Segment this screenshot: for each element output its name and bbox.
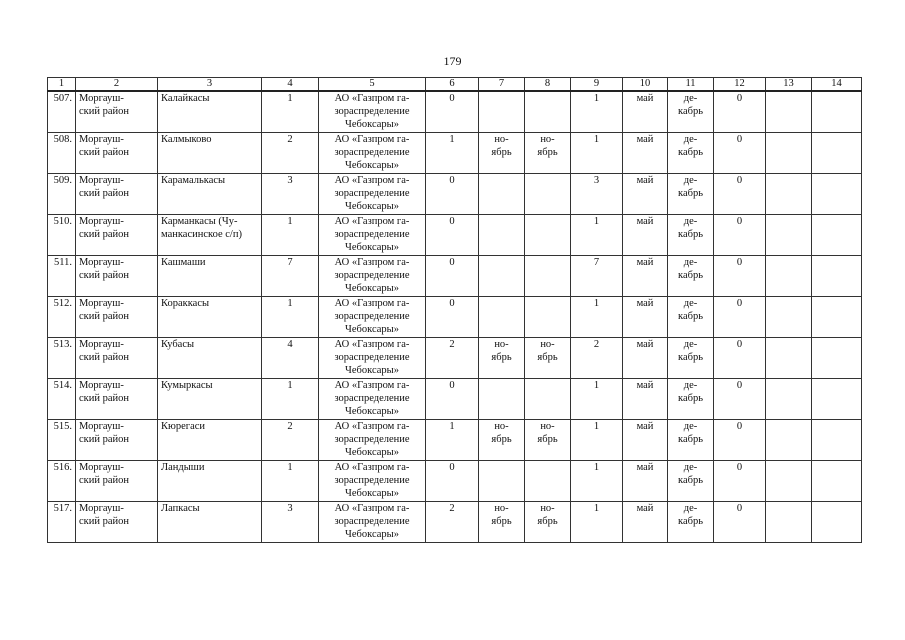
organization-cell-line: АО «Газпром га-	[334, 93, 410, 104]
row-number: 516.	[48, 460, 76, 501]
settlement-cell-line: Карманкасы (Чу-	[161, 215, 238, 227]
col4-cell: 7	[262, 255, 319, 296]
column-header-3: 3	[158, 78, 262, 92]
col9-cell: 1	[571, 378, 623, 419]
col6-cell: 0	[426, 296, 479, 337]
col8-cell	[525, 255, 571, 296]
col13-cell	[766, 214, 812, 255]
col12-cell: 0	[714, 91, 766, 132]
row-number: 517.	[48, 501, 76, 542]
organization-cell-line: Чебоксары»	[345, 364, 399, 376]
col9-cell: 3	[571, 173, 623, 214]
col11-cell	[668, 214, 714, 255]
col8-cell-line: ябрь	[537, 515, 558, 527]
row-number: 511.	[48, 255, 76, 296]
col13-cell	[766, 255, 812, 296]
col14-cell	[812, 255, 862, 296]
col11-cell-line: кабрь	[678, 187, 703, 199]
column-header-12: 12	[714, 78, 766, 92]
col10-cell: май	[623, 255, 668, 296]
col6-cell: 0	[426, 378, 479, 419]
col6-cell: 0	[426, 460, 479, 501]
organization-cell-line: Чебоксары»	[345, 446, 399, 458]
column-header-1: 1	[48, 78, 76, 92]
col12-cell: 0	[714, 378, 766, 419]
organization-cell-line: Чебоксары»	[345, 200, 399, 212]
col4-cell: 2	[262, 419, 319, 460]
col12-cell: 0	[714, 296, 766, 337]
col11-cell-line: де-	[683, 502, 698, 514]
district-cell-line: ский район	[79, 310, 130, 322]
col4-cell: 3	[262, 501, 319, 542]
district-cell-line: Моргауш-	[79, 297, 124, 309]
settlement-cell-line: Кашмаши	[161, 256, 206, 268]
col11-cell	[668, 501, 714, 542]
col8-cell	[525, 91, 571, 132]
col10-cell: май	[623, 378, 668, 419]
district-cell-line: ский район	[79, 228, 130, 240]
district-cell-line: ский район	[79, 187, 130, 199]
col6-cell: 1	[426, 419, 479, 460]
organization-cell-line: Чебоксары»	[345, 323, 399, 335]
district-cell-line: Моргауш-	[79, 174, 124, 186]
table-row	[48, 501, 862, 542]
col11-cell	[668, 337, 714, 378]
organization-cell	[319, 91, 426, 132]
col9-cell: 1	[571, 91, 623, 132]
col13-cell	[766, 501, 812, 542]
col11-cell	[668, 460, 714, 501]
data-table	[47, 77, 862, 543]
col8-cell-line: ябрь	[537, 433, 558, 445]
table-row	[48, 173, 862, 214]
district-cell-line: Моргауш-	[79, 215, 124, 227]
col11-cell-line: де-	[683, 461, 698, 473]
district-cell-line: ский район	[79, 146, 130, 158]
col11-cell	[668, 378, 714, 419]
col14-cell	[812, 173, 862, 214]
organization-cell-line: Чебоксары»	[345, 528, 399, 540]
col6-cell: 0	[426, 255, 479, 296]
col7-cell	[479, 214, 525, 255]
row-number: 509.	[48, 173, 76, 214]
col4-cell: 4	[262, 337, 319, 378]
col11-cell-line: де-	[683, 174, 698, 186]
col13-cell	[766, 378, 812, 419]
col13-cell	[766, 91, 812, 132]
col9-cell: 1	[571, 214, 623, 255]
col14-cell	[812, 419, 862, 460]
col11-cell-line: де-	[683, 93, 698, 104]
district-cell	[76, 419, 158, 460]
district-cell	[76, 378, 158, 419]
col8-cell-line: но-	[540, 420, 555, 432]
col7-cell	[479, 91, 525, 132]
col9-cell: 7	[571, 255, 623, 296]
col8-cell	[525, 214, 571, 255]
column-header-4: 4	[262, 78, 319, 92]
col11-cell-line: кабрь	[678, 474, 703, 486]
district-cell-line: Моргауш-	[79, 420, 124, 432]
col11-cell-line: де-	[683, 215, 698, 227]
district-cell	[76, 296, 158, 337]
settlement-cell	[158, 337, 262, 378]
col13-cell	[766, 132, 812, 173]
table-row	[48, 460, 862, 501]
settlement-cell-line: Калмыково	[161, 133, 212, 145]
col11-cell	[668, 91, 714, 132]
district-cell-line: Моргауш-	[79, 461, 124, 473]
col13-cell	[766, 419, 812, 460]
col12-cell: 0	[714, 132, 766, 173]
organization-cell-line: Чебоксары»	[345, 159, 399, 171]
row-number: 515.	[48, 419, 76, 460]
organization-cell	[319, 460, 426, 501]
row-number: 512.	[48, 296, 76, 337]
col8-cell	[525, 460, 571, 501]
organization-cell-line: зораспределение	[334, 146, 410, 158]
col8-cell	[525, 132, 571, 173]
organization-cell-line: зораспределение	[334, 433, 410, 445]
col8-cell-line: но-	[540, 338, 555, 350]
settlement-cell	[158, 255, 262, 296]
col7-cell	[479, 501, 525, 542]
col4-cell: 2	[262, 132, 319, 173]
col11-cell-line: кабрь	[678, 351, 703, 363]
col8-cell-line: ябрь	[537, 351, 558, 363]
district-cell-line: ский район	[79, 433, 130, 445]
district-cell	[76, 132, 158, 173]
district-cell-line: ский район	[79, 269, 130, 281]
organization-cell	[319, 255, 426, 296]
settlement-cell-line: Кумыркасы	[161, 379, 213, 391]
column-header-8: 8	[525, 78, 571, 92]
col7-cell-line: но-	[494, 420, 509, 432]
col11-cell-line: кабрь	[678, 310, 703, 322]
settlement-cell	[158, 91, 262, 132]
col10-cell: май	[623, 214, 668, 255]
col9-cell: 1	[571, 460, 623, 501]
col7-cell	[479, 296, 525, 337]
settlement-cell-line: Кораккасы	[161, 297, 210, 309]
row-number: 508.	[48, 132, 76, 173]
col8-cell-line: ябрь	[537, 146, 558, 158]
row-number: 513.	[48, 337, 76, 378]
organization-cell	[319, 296, 426, 337]
col12-cell: 0	[714, 337, 766, 378]
col11-cell	[668, 296, 714, 337]
organization-cell-line: АО «Газпром га-	[334, 174, 410, 186]
column-header-11: 11	[668, 78, 714, 92]
row-number: 507.	[48, 91, 76, 132]
organization-cell-line: Чебоксары»	[345, 282, 399, 294]
col14-cell	[812, 378, 862, 419]
organization-cell	[319, 419, 426, 460]
col12-cell: 0	[714, 255, 766, 296]
col7-cell	[479, 255, 525, 296]
organization-cell-line: Чебоксары»	[345, 487, 399, 499]
col10-cell: май	[623, 337, 668, 378]
district-cell-line: ский район	[79, 392, 130, 404]
organization-cell-line: зораспределение	[334, 310, 410, 322]
table-row	[48, 337, 862, 378]
organization-cell-line: АО «Газпром га-	[334, 379, 410, 391]
col7-cell-line: ябрь	[491, 146, 512, 158]
district-cell	[76, 501, 158, 542]
col9-cell: 1	[571, 419, 623, 460]
organization-cell	[319, 173, 426, 214]
organization-cell-line: зораспределение	[334, 106, 410, 117]
col8-cell-line: но-	[540, 133, 555, 145]
district-cell	[76, 173, 158, 214]
table-row	[48, 255, 862, 296]
organization-cell	[319, 214, 426, 255]
col6-cell: 2	[426, 337, 479, 378]
col11-cell	[668, 173, 714, 214]
district-cell	[76, 460, 158, 501]
table-row	[48, 91, 862, 132]
col12-cell: 0	[714, 419, 766, 460]
col11-cell	[668, 419, 714, 460]
col7-cell-line: ябрь	[491, 433, 512, 445]
column-header-13: 13	[766, 78, 812, 92]
col8-cell-line: но-	[540, 502, 555, 514]
col14-cell	[812, 337, 862, 378]
settlement-cell-line: Лапкасы	[161, 502, 200, 514]
col13-cell	[766, 173, 812, 214]
col10-cell: май	[623, 296, 668, 337]
table-row	[48, 132, 862, 173]
organization-cell	[319, 378, 426, 419]
col11-cell-line: де-	[683, 297, 698, 309]
page-number: 179	[443, 54, 462, 68]
col11-cell-line: де-	[683, 379, 698, 391]
col7-cell-line: ябрь	[491, 515, 512, 527]
district-cell-line: ский район	[79, 351, 130, 363]
col11-cell-line: де-	[683, 133, 698, 145]
table-body	[48, 91, 862, 542]
district-cell-line: Моргауш-	[79, 93, 124, 104]
col6-cell: 2	[426, 501, 479, 542]
col4-cell: 1	[262, 296, 319, 337]
col11-cell-line: кабрь	[678, 392, 703, 404]
col7-cell-line: ябрь	[491, 351, 512, 363]
column-header-10: 10	[623, 78, 668, 92]
row-number: 510.	[48, 214, 76, 255]
organization-cell-line: АО «Газпром га-	[334, 420, 410, 432]
col6-cell: 0	[426, 173, 479, 214]
settlement-cell-line: Кубасы	[161, 338, 195, 350]
settlement-cell-line: Ландыши	[161, 461, 205, 473]
organization-cell	[319, 132, 426, 173]
district-cell-line: Моргауш-	[79, 133, 124, 145]
col11-cell-line: де-	[683, 256, 698, 268]
settlement-cell	[158, 132, 262, 173]
col11-cell-line: кабрь	[678, 433, 703, 445]
organization-cell-line: АО «Газпром га-	[334, 461, 410, 473]
settlement-cell	[158, 501, 262, 542]
col4-cell: 1	[262, 214, 319, 255]
header-row	[48, 78, 862, 92]
settlement-cell	[158, 214, 262, 255]
district-cell-line: Моргауш-	[79, 502, 124, 514]
col9-cell: 2	[571, 337, 623, 378]
col8-cell	[525, 337, 571, 378]
col11-cell-line: кабрь	[678, 106, 703, 117]
settlement-cell	[158, 296, 262, 337]
organization-cell-line: Чебоксары»	[345, 241, 399, 253]
district-cell	[76, 337, 158, 378]
organization-cell-line: зораспределение	[334, 392, 410, 404]
col14-cell	[812, 132, 862, 173]
col4-cell: 1	[262, 378, 319, 419]
col14-cell	[812, 296, 862, 337]
col7-cell-line: но-	[494, 502, 509, 514]
col4-cell: 3	[262, 173, 319, 214]
district-cell-line: Моргауш-	[79, 256, 124, 268]
organization-cell-line: АО «Газпром га-	[334, 502, 410, 514]
settlement-cell-line: Карамалькасы	[161, 174, 226, 186]
col9-cell: 1	[571, 501, 623, 542]
settlement-cell-line: Калайкасы	[161, 93, 210, 104]
col10-cell: май	[623, 460, 668, 501]
district-cell	[76, 255, 158, 296]
col8-cell	[525, 501, 571, 542]
organization-cell-line: зораспределение	[334, 351, 410, 363]
district-cell-line: ский район	[79, 106, 130, 117]
table-row	[48, 296, 862, 337]
table-row	[48, 214, 862, 255]
col7-cell-line: но-	[494, 338, 509, 350]
col8-cell	[525, 378, 571, 419]
table-row	[48, 419, 862, 460]
organization-cell-line: зораспределение	[334, 228, 410, 240]
column-header-7: 7	[479, 78, 525, 92]
col7-cell	[479, 173, 525, 214]
col7-cell	[479, 460, 525, 501]
organization-cell-line: АО «Газпром га-	[334, 133, 410, 145]
col11-cell-line: кабрь	[678, 146, 703, 158]
col7-cell	[479, 378, 525, 419]
col6-cell: 0	[426, 214, 479, 255]
col4-cell: 1	[262, 460, 319, 501]
organization-cell	[319, 501, 426, 542]
col7-cell	[479, 132, 525, 173]
organization-cell-line: АО «Газпром га-	[334, 338, 410, 350]
organization-cell-line: АО «Газпром га-	[334, 256, 410, 268]
col10-cell: май	[623, 132, 668, 173]
organization-cell-line: зораспределение	[334, 269, 410, 281]
col14-cell	[812, 460, 862, 501]
col11-cell-line: де-	[683, 338, 698, 350]
column-header-6: 6	[426, 78, 479, 92]
column-header-14: 14	[812, 78, 862, 92]
col6-cell: 0	[426, 91, 479, 132]
organization-cell-line: зораспределение	[334, 187, 410, 199]
settlement-cell	[158, 419, 262, 460]
col7-cell-line: но-	[494, 133, 509, 145]
col8-cell	[525, 173, 571, 214]
table-row	[48, 378, 862, 419]
settlement-cell	[158, 378, 262, 419]
col12-cell: 0	[714, 214, 766, 255]
organization-cell-line: АО «Газпром га-	[334, 215, 410, 227]
settlement-cell	[158, 173, 262, 214]
col14-cell	[812, 501, 862, 542]
col11-cell-line: кабрь	[678, 515, 703, 527]
district-cell-line: Моргауш-	[79, 338, 124, 350]
col12-cell: 0	[714, 460, 766, 501]
col14-cell	[812, 91, 862, 132]
col7-cell	[479, 419, 525, 460]
district-cell-line: ский район	[79, 474, 130, 486]
organization-cell-line: зораспределение	[334, 515, 410, 527]
column-header-5: 5	[319, 78, 426, 92]
column-header-9: 9	[571, 78, 623, 92]
district-cell	[76, 91, 158, 132]
row-number: 514.	[48, 378, 76, 419]
col10-cell: май	[623, 91, 668, 132]
col11-cell-line: кабрь	[678, 269, 703, 281]
organization-cell	[319, 337, 426, 378]
col4-cell: 1	[262, 91, 319, 132]
col13-cell	[766, 296, 812, 337]
col12-cell: 0	[714, 173, 766, 214]
organization-cell-line: зораспределение	[334, 474, 410, 486]
col10-cell: май	[623, 419, 668, 460]
col11-cell	[668, 255, 714, 296]
col6-cell: 1	[426, 132, 479, 173]
col9-cell: 1	[571, 132, 623, 173]
col10-cell: май	[623, 501, 668, 542]
col11-cell-line: кабрь	[678, 228, 703, 240]
settlement-cell	[158, 460, 262, 501]
organization-cell-line: Чебоксары»	[345, 405, 399, 417]
col12-cell: 0	[714, 501, 766, 542]
col8-cell	[525, 296, 571, 337]
district-cell-line: ский район	[79, 515, 130, 527]
settlement-cell-line: манкасинское с/п)	[161, 228, 242, 240]
organization-cell-line: Чебоксары»	[345, 119, 399, 130]
organization-cell-line: АО «Газпром га-	[334, 297, 410, 309]
col7-cell	[479, 337, 525, 378]
col10-cell: май	[623, 173, 668, 214]
district-cell	[76, 214, 158, 255]
col9-cell: 1	[571, 296, 623, 337]
column-header-2: 2	[76, 78, 158, 92]
col11-cell	[668, 132, 714, 173]
col13-cell	[766, 460, 812, 501]
col13-cell	[766, 337, 812, 378]
settlement-cell-line: Кюрегаси	[161, 420, 206, 432]
col8-cell	[525, 419, 571, 460]
col11-cell-line: де-	[683, 420, 698, 432]
col14-cell	[812, 214, 862, 255]
district-cell-line: Моргауш-	[79, 379, 124, 391]
